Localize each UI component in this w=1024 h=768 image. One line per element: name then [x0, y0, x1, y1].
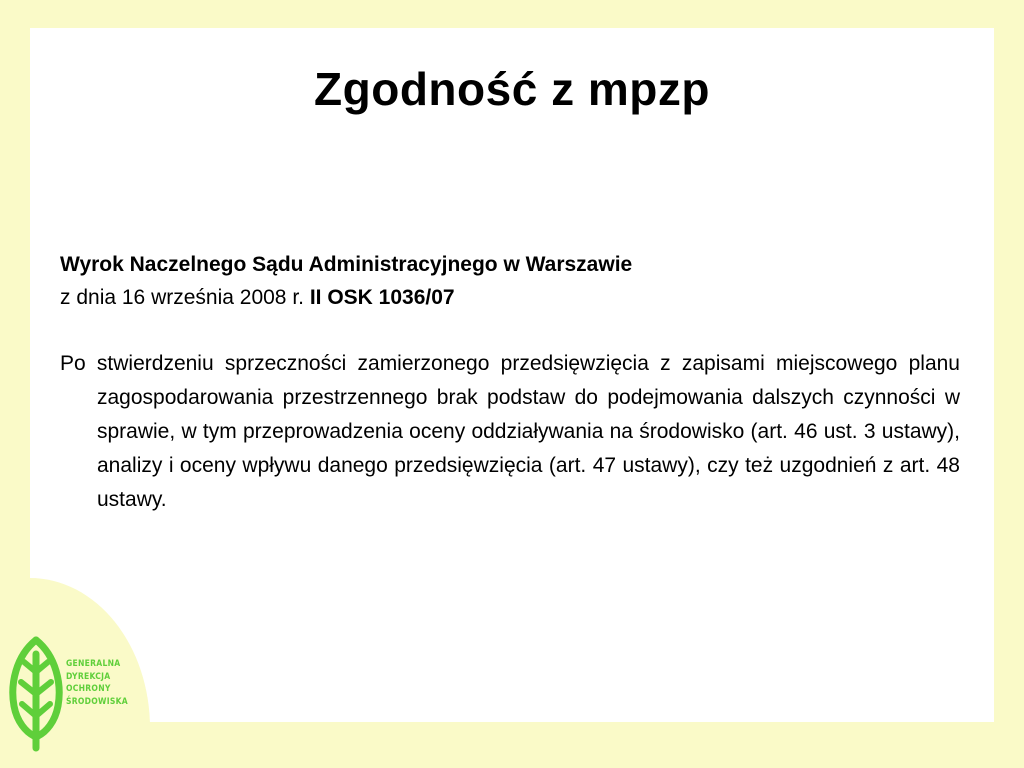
logo-line: DYREKCJA	[66, 671, 111, 682]
ruling-case-number: II OSK 1036/07	[309, 286, 455, 309]
ruling-date: z dnia 16 września 2008 r.	[60, 286, 310, 309]
logo-line: OCHRONY	[66, 684, 111, 694]
logo-line: ŚRODOWISKA	[66, 696, 128, 707]
ruling-court: Wyrok Naczelnego Sądu Administracyjnego w Warszawie	[60, 253, 633, 276]
ruling-date-line	[60, 281, 960, 314]
gdos-logo	[8, 636, 138, 752]
slide-content	[60, 248, 960, 517]
ruling-summary: Po stwierdzeniu sprzeczności zamierzonego przedsięwzięcia z zapisami miejscowego planu zagospodarowania przestrzennego brak podstaw do podejmowania dalszych czynności w sprawie, w tym przeprowadzenia oceny oddziaływania na środowisko (art. 46 ust. 3 ustawy), analizy i oceny wpływu danego przedsięwzięcia (art. 47 ustawy), czy też uzgodnień z art. 48 ustawy.	[60, 352, 960, 511]
logo-line: GENERALNA	[66, 659, 121, 669]
leaf-icon	[8, 636, 64, 752]
logo-text	[66, 658, 128, 708]
slide-title: Zgodność z mpzp	[314, 63, 710, 115]
